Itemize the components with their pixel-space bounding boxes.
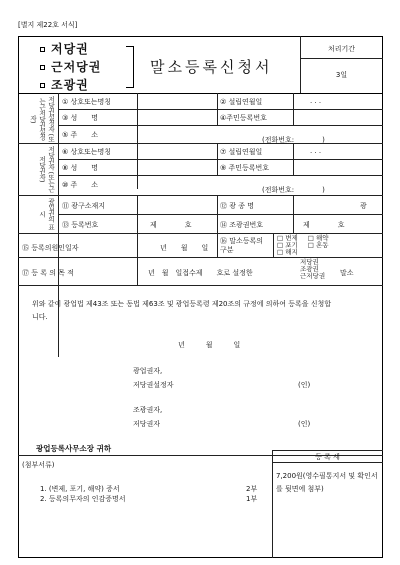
application-statement: 위와 같이 광업법 제43조 또는 동법 제63조 및 광업등록령 제20조의 규정에 의하여 등록을 신청합니다. xyxy=(32,300,332,321)
purpose-field[interactable]: 년 월 일접수제 호로 설정한 xyxy=(148,269,253,277)
signatory-2-line2: 저당권자 xyxy=(133,420,161,428)
mineral-name-field[interactable]: 광 xyxy=(360,202,367,210)
purpose-suffix: 말소 xyxy=(340,269,354,277)
section-mining-right-label: 광업권의 표시 xyxy=(38,198,55,230)
option-mortgage[interactable]: 저당권 xyxy=(40,40,130,58)
mortgagor-founded-field[interactable]: . . . xyxy=(310,97,322,105)
form-number-label: [별지 제22호 서식] xyxy=(18,21,78,29)
mortgagee-name-field[interactable] xyxy=(140,145,215,157)
mortgagor-person-field[interactable] xyxy=(140,111,215,123)
mortgagee-address-label: ⑩ 주 소 xyxy=(62,181,99,189)
section-mortgagee-label: 저당권자 (또는근저당권자) xyxy=(38,146,55,192)
checkbox-icon[interactable] xyxy=(40,65,45,70)
signatory-1-seal[interactable]: (인) xyxy=(298,381,311,389)
mineral-name-label: ⑫ 광 종 명 xyxy=(220,202,254,210)
mortgagee-id-field[interactable] xyxy=(296,161,380,173)
option-root-mortgage[interactable]: 근저당권 xyxy=(40,58,130,76)
processing-period-label: 처리기간 xyxy=(327,45,356,53)
registration-number-field[interactable]: 제 호 xyxy=(150,221,192,229)
document-type-options xyxy=(40,40,130,94)
mortgagor-person-label: ③ 성 명 xyxy=(62,114,99,122)
recipient-line: 광업등록사무소장 귀하 xyxy=(36,444,112,453)
registration-tax-header: 등 록 세 xyxy=(315,453,340,461)
cause-date-label: ⑮ 등록의원인일자 xyxy=(22,244,79,252)
mortgagor-id-label: ④주민등록번호 xyxy=(220,114,267,122)
option-merger[interactable]: □ 혼동 xyxy=(307,241,329,249)
attachment-item: 1. (변제, 포기, 해약) 증서 xyxy=(40,485,120,493)
options-bracket xyxy=(126,46,134,88)
mine-location-label: ⑪ 광구소재지 xyxy=(62,202,106,210)
option-termination[interactable]: □ 해약 xyxy=(307,234,329,242)
mortgagee-founded-field[interactable]: . . . xyxy=(310,147,322,155)
checkbox-icon[interactable] xyxy=(40,47,45,52)
lease-number-field[interactable]: 제 호 xyxy=(303,221,345,229)
checkbox-icon[interactable] xyxy=(40,83,45,88)
mortgagee-person-field[interactable] xyxy=(140,161,215,173)
mortgagor-name-label: ① 상호또는명칭 xyxy=(62,98,112,106)
attachment-item: 2. 등록의무자의 인감증명서 xyxy=(40,495,126,503)
mortgagee-phone-field[interactable]: (전화번호: ) xyxy=(262,186,325,194)
lease-number-label: ⑭ 조광권번호 xyxy=(220,221,264,229)
attachment-count: 2부 xyxy=(246,485,258,493)
attachments-label: (첨부서류) xyxy=(22,461,55,469)
cancellation-type-label: ⑯ 말소등록의 구분 xyxy=(220,237,264,254)
signatory-1-line2: 저당권설정자 xyxy=(133,381,174,389)
document-title: 말소등록신청서 xyxy=(150,58,273,76)
mine-location-field[interactable] xyxy=(140,198,215,211)
section-mortgagor-label: 저당권설정자 (또는근저당권설정자) xyxy=(29,96,55,142)
registration-tax-body: 7,200원(영수필통지서 및 확인서를 뒷면에 첨부) xyxy=(276,472,378,493)
mortgagee-name-label: ⑥ 상호또는명칭 xyxy=(62,148,112,156)
mortgagor-name-field[interactable] xyxy=(140,95,215,107)
mortgagee-founded-label: ⑦ 설립연월일 xyxy=(220,148,263,156)
signatory-2-line1: 조광권자, xyxy=(133,406,163,414)
option-repayment[interactable]: □ 변제 xyxy=(277,234,298,242)
processing-period-value: 3일 xyxy=(335,71,348,79)
option-abandonment[interactable]: □ 포기 xyxy=(277,241,298,249)
mortgagor-address-label: ⑤ 주 소 xyxy=(62,131,99,139)
purpose-type-list: 저당권 조광권 근저당권 xyxy=(300,258,326,280)
mortgagor-id-field[interactable] xyxy=(296,111,380,123)
purpose-label: ⑰ 등 록 의 목 적 xyxy=(22,269,74,277)
mortgagee-id-label: ⑨ 주민등록번호 xyxy=(220,164,270,172)
mortgagee-person-label: ⑧ 성 명 xyxy=(62,164,99,172)
option-mining-lease[interactable]: 조광권 xyxy=(40,76,130,94)
signatory-1-line1: 광업권자, xyxy=(133,367,163,375)
signatory-2-seal[interactable]: (인) xyxy=(298,420,311,428)
attachment-count: 1부 xyxy=(246,495,258,503)
mortgagor-founded-label: ② 설립연월일 xyxy=(220,98,263,106)
cancellation-type-options xyxy=(277,235,381,256)
option-cancellation[interactable]: □ 해지 xyxy=(277,248,298,256)
cause-date-field[interactable]: 년 월 일 xyxy=(160,244,209,252)
mortgagor-phone-field[interactable]: (전화번호: ) xyxy=(262,136,325,144)
application-date-field[interactable]: 년 월 일 xyxy=(178,341,241,349)
registration-number-label: ⑬ 등록번호 xyxy=(62,221,99,229)
